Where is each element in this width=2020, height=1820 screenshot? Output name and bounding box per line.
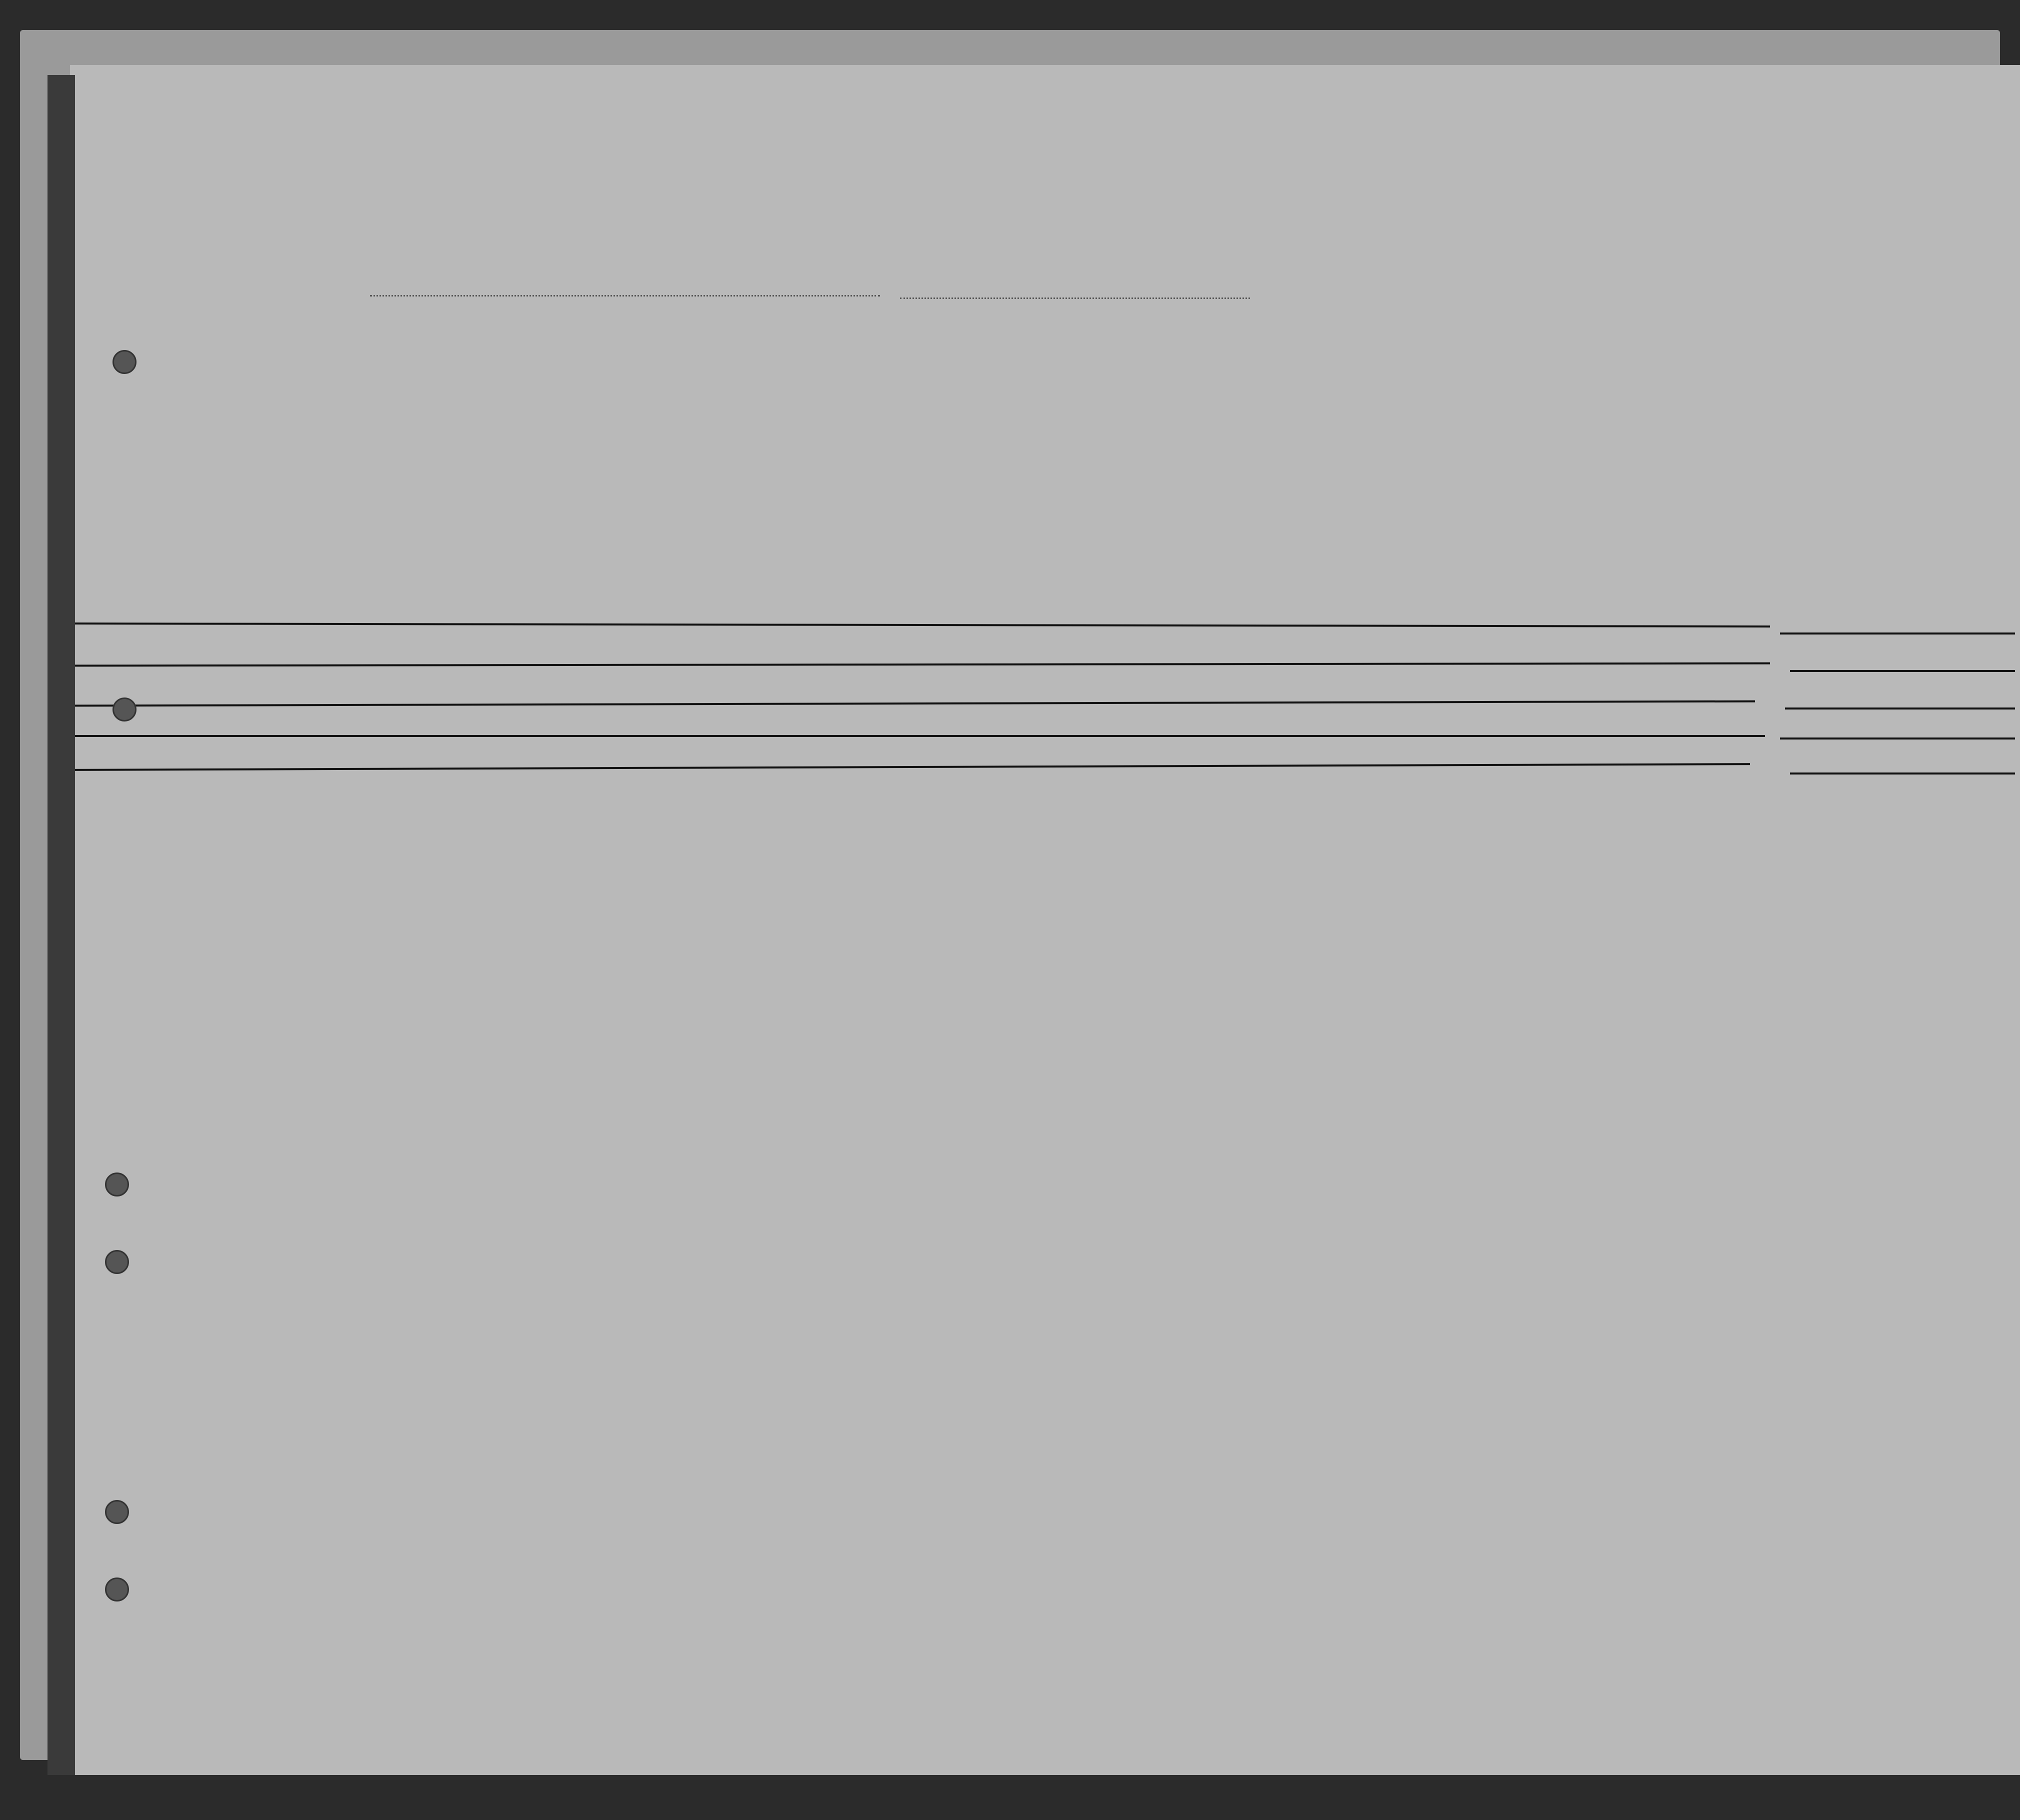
strike-line — [1780, 632, 2015, 634]
strike-line — [1790, 670, 2015, 672]
binder-hole — [105, 1250, 129, 1274]
strike-line — [1780, 738, 2015, 740]
strike-line — [1785, 708, 2015, 710]
strike-line — [1790, 772, 2015, 774]
binder-hole — [105, 1500, 129, 1524]
strike-line — [75, 735, 1765, 737]
binder-hole — [105, 1172, 129, 1196]
binder-hole — [112, 350, 136, 374]
binder-hole — [112, 698, 136, 722]
binder-hole — [105, 1578, 129, 1602]
